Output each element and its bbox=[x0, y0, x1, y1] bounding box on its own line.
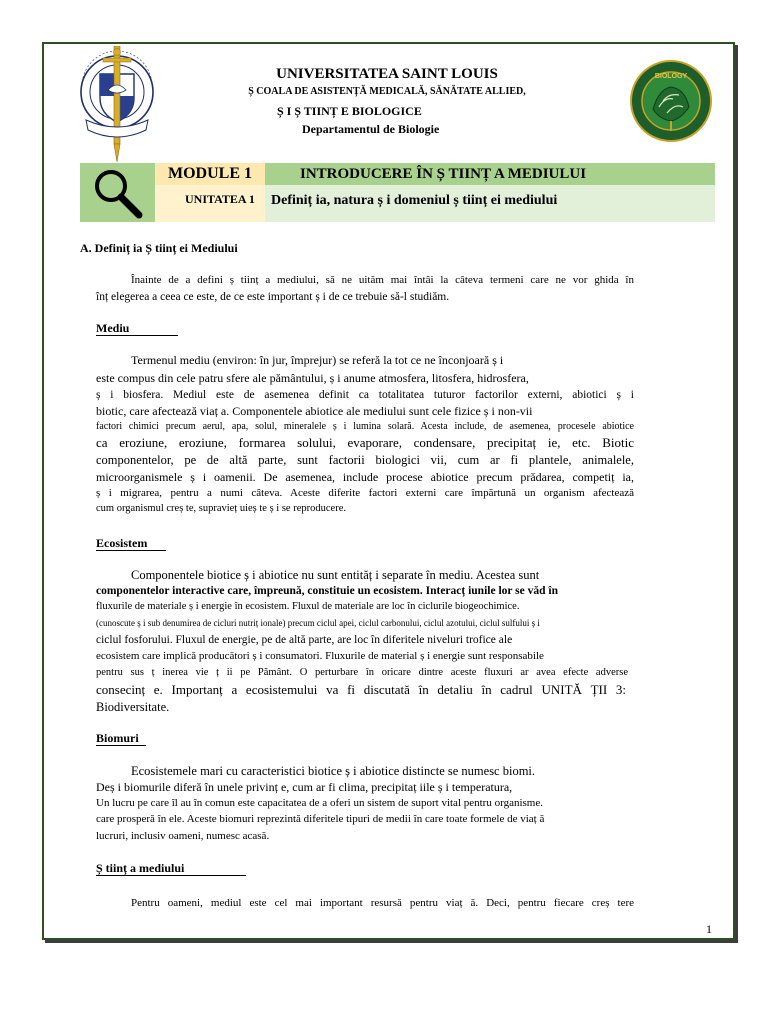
module-icon-cell bbox=[80, 163, 155, 222]
body-line: Componentele biotice ș i abiotice nu sunt entităț i separate în mediu. Acestea sunt bbox=[131, 568, 540, 582]
body-line: cum organismul creș te, supravieț uieș te ș i se reproducere. bbox=[96, 503, 346, 514]
body-line: factori chimici precum aerul, apa, solul, mineralele ș i lumina solară. Acesta include, de asemenea, procesele abiotice bbox=[96, 421, 634, 432]
section-heading-biomuri: Biomuri bbox=[96, 732, 146, 746]
section-heading-stiinta-mediului: Ș tiinț a mediului bbox=[96, 862, 246, 876]
body-line: este compus din cele patru sfere ale pământului, ș i anume atmosfera, litosfera, hidrosfera, bbox=[96, 371, 529, 385]
seal-text: BIOLOGY bbox=[654, 73, 688, 80]
body-line: ca eroziune, eroziune, formarea solului, evaporare, condensare, precipitaț ie, etc. Biotic bbox=[96, 435, 634, 450]
body-line: Deș i biomurile diferă în unele privinț e, cum ar fi clima, precipitaț iile ș i temperatura, bbox=[96, 780, 513, 794]
body-line: pentru sus ț inerea vie ț ii pe Pământ. O perturbare în oricare dintre aceste fluxuri ar avea efecte adverse bbox=[96, 667, 628, 678]
body-line: Un lucru pe care îl au în comun este capacitatea de a oferi un sistem de suport vital pentru organisme. bbox=[96, 797, 543, 809]
body-line: Înainte de a defini ș tiinț a mediului, să ne uităm mai întâi la câteva termeni care ne vor ghida în bbox=[131, 274, 634, 286]
body-line: biotic, care afectează viaț a. Componentele abiotice ale mediului sunt cele fizice ș i non-vii bbox=[96, 404, 533, 418]
body-line: Ecosistemele mari cu caracteristici biotice ș i abiotice distincte se numesc biomi. bbox=[131, 764, 536, 778]
body-line: ș i biosfera. Mediul este de asemenea definit ca totalitatea tuturor factorilor externi, abiotici ș i bbox=[96, 389, 634, 401]
body-line: Biodiversitate. bbox=[96, 700, 170, 714]
unit-title: Definiț ia, natura ș i domeniul ș tiinț ei mediului bbox=[271, 193, 558, 208]
body-line: Pentru oameni, mediul este cel mai important resursă pentru viaț ă. Deci, pentru fiecare creș tere bbox=[131, 897, 634, 909]
module-title: INTRODUCERE ÎN Ș TIINȚ A MEDIULUI bbox=[300, 166, 587, 182]
section-heading-mediu: Mediu bbox=[96, 322, 178, 336]
body-line: componentelor interactive care, împreună, constituie un ecosistem. Interacț iunile lor se văd în bbox=[96, 585, 558, 597]
body-line: fluxurile de materiale ș i energie în ecosistem. Fluxul de materiale are loc în ciclurile biogeochimice. bbox=[96, 601, 520, 612]
body-line: Termenul mediu (environ: în jur, împrejur) se referă la tot ce ne înconjoară ș i bbox=[131, 353, 504, 367]
university-crest-icon bbox=[78, 46, 158, 164]
body-line: înț elegerea a ceea ce este, de ce este important ș i de ce trebuie să-l studiăm. bbox=[96, 291, 450, 303]
unit-label: UNITATEA 1 bbox=[185, 192, 255, 206]
department-name: Departamentul de Biologie bbox=[302, 122, 440, 136]
section-heading-ecosistem: Ecosistem bbox=[96, 537, 166, 551]
section-a-heading: A. Definiț ia Ș tiinț ei Mediului bbox=[80, 241, 238, 255]
magnifier-icon bbox=[80, 163, 155, 222]
school-name: Ș COALA DE ASISTENȚĂ MEDICALĂ, SĂNĂTATE ALLIED, bbox=[248, 86, 526, 97]
university-name: UNIVERSITATEA SAINT LOUIS bbox=[276, 66, 498, 82]
school-name-2: Ș I Ș TIINȚ E BIOLOGICE bbox=[277, 104, 422, 118]
body-line: ș i migrarea, pentru a numi câteva. Aceste diferite factori externi care împărtună un organism afectează bbox=[96, 487, 634, 499]
page-number: 1 bbox=[706, 922, 712, 936]
body-line: care prosperă în ele. Aceste biomuri reprezintă diferitele tipuri de medii în care toate formele de viaț ă bbox=[96, 813, 545, 825]
body-line: ecosistem care implică producători ș i consumatori. Fluxurile de material ș i energie sunt responsabile bbox=[96, 650, 544, 662]
body-line: lucruri, inclusiv oameni, numesc acasă. bbox=[96, 830, 270, 842]
body-line: ciclul fosforului. Fluxul de energie, pe de altă parte, are loc în diferitele niveluri trofice ale bbox=[96, 634, 513, 646]
module-label: MODULE 1 bbox=[168, 165, 252, 182]
body-line: consecinț e. Importanț a ecosistemului va fi discutată în detaliu în cadrul UNITĂ ȚII 3: bbox=[96, 682, 626, 697]
body-line: microorganismele ș i oamenii. De asemenea, include procese abiotice precum prădarea, competiț ia, bbox=[96, 470, 634, 484]
body-line: (cunoscute ș i sub denumirea de cicluri nutriț ionale) precum ciclul apei, ciclul carbonului, ciclul azotului, ciclul sulfului ș i bbox=[96, 618, 540, 628]
body-line: componentelor, pe de altă parte, sunt factorii biologici vii, cum ar fi plantele, animalele, bbox=[96, 453, 634, 467]
